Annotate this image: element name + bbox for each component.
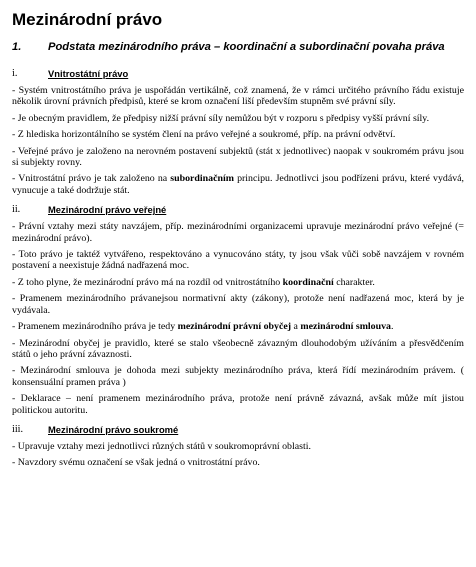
text-run: - Mezinárodní smlouva je dohoda mezi subjekty mezinárodního práva, která řídí mezinárodním právem. ( konsensuální pramen práva ): [12, 365, 464, 388]
section-3: [12, 424, 464, 469]
section-numeral: ii.: [12, 204, 21, 216]
section-title: Vnitrostátní právo: [48, 68, 129, 79]
paragraph: [12, 173, 464, 196]
paragraph: [12, 113, 464, 124]
text-run: - Systém vnitrostátního práva je uspořádán vertikálně, což znamená, že v rámci určitého právního řádu existuje několik úrovní právních předpisů, které se krom označení liší především stupněm své právní síly.: [12, 85, 464, 108]
paragraph: [12, 441, 464, 452]
text-run: - Toto právo je taktéž vytvářeno, respektováno a vynucováno státy, ty jsou však vůči sobě navzájem v rovném postavení a neexistuje žádná nadřazená moc.: [12, 249, 464, 272]
section-heading: [12, 424, 464, 436]
text-run: - Veřejné právo je založeno na nerovném postavení subjektů (stát x jednotlivec) naopak v soukromém právu jsou si subjekty rovny.: [12, 145, 464, 169]
text-run: - Z toho plyne, že mezinárodní právo má na rozdíl od vnitrostátního: [12, 276, 283, 288]
section-heading: [12, 68, 464, 80]
section-heading: [12, 204, 464, 216]
text-run: .: [390, 321, 394, 333]
text-run: - Právní vztahy mezi státy navzájem, příp. mezinárodními organizacemi upravuje mezinárodní právo veřejné (= mezinárodní právo).: [12, 221, 464, 244]
paragraph: [12, 365, 464, 388]
section-title: Mezinárodní právo soukromé: [48, 423, 179, 435]
chapter-number: 1.: [12, 41, 22, 53]
section-numeral: iii.: [12, 423, 24, 435]
text-run: - Z hlediska horizontálního se systém člení na právo veřejné a soukromé, příp. na právní odvětví.: [12, 129, 396, 141]
text-run: - Pramenem mezinárodního právanejsou normativní akty (zákony), protože není nadřazená moc, která by je vydávala.: [12, 293, 464, 316]
section-numeral: i.: [12, 68, 18, 79]
paragraph: [12, 146, 464, 169]
text-run: - Je obecným pravidlem, že předpisy nižší právní síly nemůžou být v rozporu s předpisy vyšší právní síly.: [12, 112, 430, 124]
section-2: [12, 204, 464, 416]
text-run: - Deklarace – není pramenem mezinárodního práva, protože není právně závazná, avšak může mít jistou politickou autoritu.: [12, 393, 464, 416]
text-run: - Navzdory svému označení se však jedná o vnitrostátní právo.: [12, 457, 260, 469]
text-run: - Vnitrostátní právo je tak založeno na: [12, 173, 171, 185]
paragraph: [12, 457, 464, 468]
bold-term: mezinárodní smlouva: [300, 321, 391, 333]
paragraph: [12, 277, 464, 288]
paragraph: [12, 85, 464, 108]
sections-container: [12, 68, 464, 469]
text-run: a: [291, 321, 301, 333]
paragraph: [12, 338, 464, 361]
paragraph: [12, 221, 464, 244]
document-title: Mezinárodní právo: [12, 10, 163, 29]
paragraph: [12, 293, 464, 316]
paragraph: [12, 393, 464, 416]
chapter-title: Podstata mezinárodního práva – koordinační a subordinační povaha práva: [48, 41, 445, 53]
section-1: [12, 68, 464, 196]
text-run: - Mezinárodní obyčej je pravidlo, které se stalo všeobecně závazným dlouhodobým užíváním a přesvědčením států o jeho právní závaznosti.: [12, 337, 464, 360]
text-run: - Upravuje vztahy mezi jednotlivci různých států v soukromoprávní oblasti.: [12, 440, 311, 452]
text-run: charakter.: [333, 276, 375, 288]
paragraph: [12, 249, 464, 272]
paragraph: [12, 321, 464, 332]
section-title: Mezinárodní právo veřejné: [48, 204, 167, 216]
bold-term: subordinačním: [170, 173, 234, 185]
text-run: principu. Jednotlivci jsou podřízeni právu, které vydává, vynucuje a také dodržuje stát.: [12, 173, 464, 196]
text-run: - Pramenem mezinárodního práva je tedy: [12, 321, 178, 333]
chapter-heading: [12, 40, 464, 54]
bold-term: koordinační: [282, 276, 334, 288]
paragraph: [12, 129, 464, 140]
bold-term: mezinárodní právní obyčej: [177, 321, 292, 333]
